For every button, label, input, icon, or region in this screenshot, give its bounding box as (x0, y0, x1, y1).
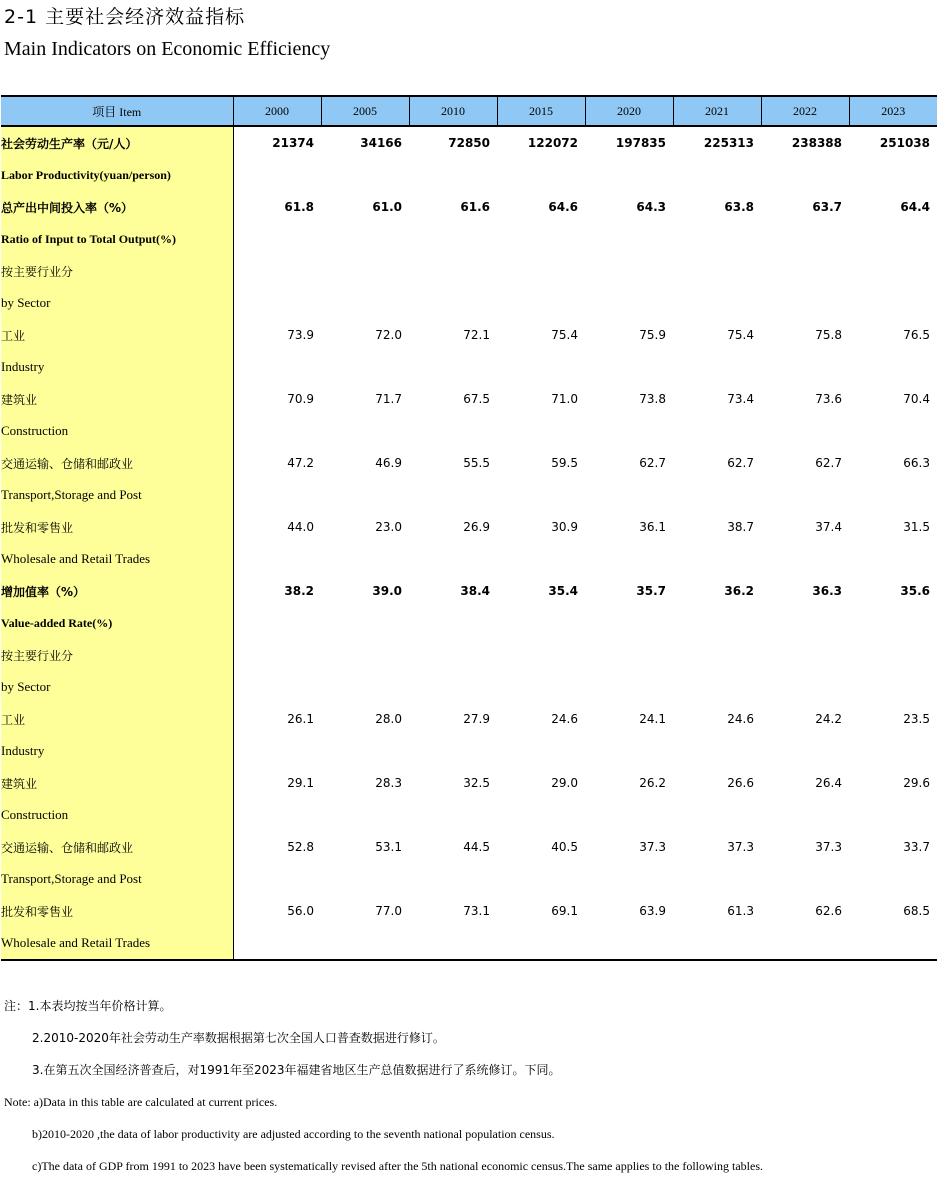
header-year: 2000 (233, 96, 321, 126)
row-value: 75.9 (639, 328, 666, 342)
row-value (321, 799, 409, 831)
row-value (585, 735, 673, 767)
row-value (849, 927, 937, 960)
row-value (849, 671, 937, 703)
row-label: 工业 (1, 319, 233, 351)
row-value (497, 927, 585, 960)
row-value (849, 543, 937, 575)
row-value: 24.6 (727, 712, 754, 726)
table-row (1, 703, 937, 735)
row-value: 122072 (527, 136, 578, 150)
row-value (233, 255, 321, 287)
row-value: 36.3 (812, 584, 842, 598)
row-value: 68.5 (903, 904, 930, 918)
row-value: 61.3 (727, 904, 754, 918)
row-value: 39.0 (372, 584, 402, 598)
row-value (233, 799, 321, 831)
row-value (849, 255, 937, 287)
row-value: 62.7 (639, 456, 666, 470)
row-label: Labor Productivity(yuan/person) (1, 159, 233, 191)
row-value: 28.0 (375, 712, 402, 726)
row-value (673, 863, 761, 895)
row-value (497, 735, 585, 767)
row-value: 26.2 (639, 776, 666, 790)
table-row (1, 735, 937, 767)
footnote-line: b)2010-2020 ,the data of labor productivity are adjusted according to the seventh national population census. (32, 1127, 555, 1141)
header-year: 2010 (409, 96, 497, 126)
row-value (849, 863, 937, 895)
row-value (409, 479, 497, 511)
row-value (673, 223, 761, 255)
row-value (409, 735, 497, 767)
row-label: Construction (1, 415, 233, 447)
row-value: 37.4 (815, 520, 842, 534)
table-row (1, 639, 937, 671)
row-value: 23.5 (903, 712, 930, 726)
row-value: 63.8 (724, 200, 754, 214)
row-value (321, 255, 409, 287)
row-value (233, 415, 321, 447)
row-value: 53.1 (375, 840, 402, 854)
row-value (849, 479, 937, 511)
row-value: 21374 (272, 136, 314, 150)
header-year: 2021 (673, 96, 761, 126)
page-title-cn: 2-1 主要社会经济效益指标 (4, 6, 246, 28)
row-value: 71.0 (551, 392, 578, 406)
row-value (321, 351, 409, 383)
row-label: 社会劳动生产率（元/人） (1, 126, 233, 159)
row-value (585, 287, 673, 319)
row-value: 52.8 (287, 840, 314, 854)
row-value (497, 863, 585, 895)
table-row (1, 863, 937, 895)
row-value (497, 543, 585, 575)
row-value (761, 479, 849, 511)
row-value (849, 415, 937, 447)
row-value (673, 927, 761, 960)
row-value: 64.4 (900, 200, 930, 214)
row-value: 225313 (703, 136, 754, 150)
row-label: 建筑业 (1, 767, 233, 799)
row-label: 建筑业 (1, 383, 233, 415)
header-item: 项目 Item (1, 96, 233, 126)
row-value: 63.7 (812, 200, 842, 214)
row-value (849, 639, 937, 671)
table-row (1, 831, 937, 863)
row-value: 251038 (879, 136, 930, 150)
row-value: 63.9 (639, 904, 666, 918)
row-value: 238388 (791, 136, 842, 150)
row-value (849, 607, 937, 639)
row-value: 29.1 (287, 776, 314, 790)
row-value (409, 255, 497, 287)
row-value (761, 863, 849, 895)
table-row (1, 927, 937, 960)
row-value (321, 927, 409, 960)
row-value: 37.3 (815, 840, 842, 854)
row-value: 46.9 (375, 456, 402, 470)
row-value: 31.5 (903, 520, 930, 534)
row-value: 23.0 (375, 520, 402, 534)
row-value (585, 607, 673, 639)
row-label: by Sector (1, 671, 233, 703)
row-value: 24.6 (551, 712, 578, 726)
row-value: 26.6 (727, 776, 754, 790)
row-value (585, 479, 673, 511)
row-label: 交通运输、仓储和邮政业 (1, 831, 233, 863)
row-value (585, 415, 673, 447)
row-value: 36.1 (639, 520, 666, 534)
row-label: 交通运输、仓储和邮政业 (1, 447, 233, 479)
row-value: 61.6 (460, 200, 490, 214)
header-year: 2023 (849, 96, 937, 126)
table-row (1, 351, 937, 383)
row-value: 66.3 (903, 456, 930, 470)
row-value (673, 351, 761, 383)
table-row (1, 767, 937, 799)
row-value: 29.0 (551, 776, 578, 790)
row-value: 70.9 (287, 392, 314, 406)
row-value (673, 255, 761, 287)
row-value (761, 287, 849, 319)
row-value: 62.6 (815, 904, 842, 918)
row-value (233, 479, 321, 511)
table-row (1, 895, 937, 927)
row-label: Wholesale and Retail Trades (1, 543, 233, 575)
row-value (585, 799, 673, 831)
row-value (321, 671, 409, 703)
row-label: 增加值率（%） (1, 575, 233, 607)
row-label: Industry (1, 351, 233, 383)
row-value (585, 671, 673, 703)
table-row (1, 287, 937, 319)
table-row (1, 159, 937, 191)
row-value (233, 639, 321, 671)
table-row (1, 319, 937, 351)
row-value (233, 671, 321, 703)
row-value (409, 415, 497, 447)
row-value: 75.4 (727, 328, 754, 342)
row-value (673, 287, 761, 319)
row-value: 69.1 (551, 904, 578, 918)
row-value: 24.1 (639, 712, 666, 726)
row-value (849, 287, 937, 319)
footnote-line: 2.2010-2020年社会劳动生产率数据根据第七次全国人口普查数据进行修订。 (32, 1031, 445, 1045)
indicator-table (1, 95, 937, 961)
row-label: 按主要行业分 (1, 255, 233, 287)
row-label: 工业 (1, 703, 233, 735)
row-value (321, 863, 409, 895)
row-value (673, 159, 761, 191)
row-value (761, 927, 849, 960)
row-value: 72.0 (375, 328, 402, 342)
table-row (1, 191, 937, 223)
row-value: 62.7 (727, 456, 754, 470)
row-value (585, 927, 673, 960)
footnote-line: Note: a)Data in this table are calculated at current prices. (4, 1095, 278, 1109)
row-value: 32.5 (463, 776, 490, 790)
row-value (673, 671, 761, 703)
table-row (1, 126, 937, 159)
row-label: 批发和零售业 (1, 895, 233, 927)
row-value (497, 351, 585, 383)
footnote-line: c)The data of GDP from 1991 to 2023 have been systematically revised after the 5th national economic census.The same applies to the following tables. (32, 1159, 764, 1173)
row-value (497, 671, 585, 703)
row-value: 34166 (360, 136, 402, 150)
row-value: 61.0 (372, 200, 402, 214)
row-value (761, 255, 849, 287)
row-value: 44.5 (463, 840, 490, 854)
row-value: 24.2 (815, 712, 842, 726)
table-header-row (1, 96, 937, 126)
row-value (585, 159, 673, 191)
row-value (321, 543, 409, 575)
row-value: 75.4 (551, 328, 578, 342)
row-value (673, 799, 761, 831)
row-label: 总产出中间投入率（%） (1, 191, 233, 223)
row-value (233, 607, 321, 639)
row-value (585, 351, 673, 383)
row-value (849, 799, 937, 831)
row-value (849, 223, 937, 255)
row-value (673, 479, 761, 511)
row-value (497, 607, 585, 639)
row-value: 59.5 (551, 456, 578, 470)
row-value: 35.6 (900, 584, 930, 598)
row-value (321, 639, 409, 671)
table-row (1, 671, 937, 703)
row-value: 71.7 (375, 392, 402, 406)
row-value (849, 159, 937, 191)
row-value (761, 415, 849, 447)
row-value: 73.8 (639, 392, 666, 406)
row-value (409, 799, 497, 831)
row-value (321, 159, 409, 191)
table-row (1, 415, 937, 447)
row-value: 70.4 (903, 392, 930, 406)
row-value (497, 799, 585, 831)
row-value (409, 639, 497, 671)
row-value (497, 223, 585, 255)
row-value (233, 159, 321, 191)
table-row (1, 575, 937, 607)
row-label: Transport,Storage and Post (1, 479, 233, 511)
row-value (497, 255, 585, 287)
row-value (673, 639, 761, 671)
row-value: 35.4 (548, 584, 578, 598)
row-value: 44.0 (287, 520, 314, 534)
row-value (321, 287, 409, 319)
row-value (673, 735, 761, 767)
table-row (1, 607, 937, 639)
footnotes (4, 990, 934, 1182)
row-value (409, 863, 497, 895)
table-row (1, 223, 937, 255)
row-value (321, 607, 409, 639)
row-value: 73.1 (463, 904, 490, 918)
row-value: 26.1 (287, 712, 314, 726)
row-value (849, 351, 937, 383)
row-value: 37.3 (639, 840, 666, 854)
row-value: 67.5 (463, 392, 490, 406)
row-value: 35.7 (636, 584, 666, 598)
row-value (585, 639, 673, 671)
row-value: 38.4 (460, 584, 490, 598)
row-value: 64.6 (548, 200, 578, 214)
row-value (233, 287, 321, 319)
row-value (497, 287, 585, 319)
row-label: Ratio of Input to Total Output(%) (1, 223, 233, 255)
row-value (497, 479, 585, 511)
row-value: 38.2 (284, 584, 314, 598)
row-value (409, 671, 497, 703)
row-value (233, 223, 321, 255)
row-label: 按主要行业分 (1, 639, 233, 671)
row-value (761, 223, 849, 255)
row-value (409, 351, 497, 383)
table-row (1, 255, 937, 287)
row-value (761, 351, 849, 383)
row-value (409, 607, 497, 639)
row-value (761, 159, 849, 191)
row-label: Wholesale and Retail Trades (1, 927, 233, 960)
row-value (321, 479, 409, 511)
row-value (233, 351, 321, 383)
row-value (673, 415, 761, 447)
row-value: 40.5 (551, 840, 578, 854)
header-year: 2022 (761, 96, 849, 126)
row-value (761, 799, 849, 831)
row-value (761, 543, 849, 575)
table-row (1, 799, 937, 831)
row-value: 29.6 (903, 776, 930, 790)
row-value: 56.0 (287, 904, 314, 918)
footnote-line: 注：1.本表均按当年价格计算。 (4, 999, 172, 1013)
row-value: 72850 (448, 136, 490, 150)
row-value (409, 927, 497, 960)
row-value: 197835 (615, 136, 666, 150)
row-value (761, 671, 849, 703)
header-year: 2015 (497, 96, 585, 126)
row-value (409, 287, 497, 319)
row-value: 77.0 (375, 904, 402, 918)
row-value: 73.6 (815, 392, 842, 406)
row-value: 38.7 (727, 520, 754, 534)
row-value (673, 607, 761, 639)
row-value (849, 735, 937, 767)
row-label: Transport,Storage and Post (1, 863, 233, 895)
row-value: 73.4 (727, 392, 754, 406)
row-value (585, 863, 673, 895)
row-label: Industry (1, 735, 233, 767)
row-value (233, 863, 321, 895)
row-value (497, 159, 585, 191)
row-value: 36.2 (724, 584, 754, 598)
table-row (1, 479, 937, 511)
row-value (233, 543, 321, 575)
row-value: 76.5 (903, 328, 930, 342)
row-value (761, 607, 849, 639)
row-value: 72.1 (463, 328, 490, 342)
row-value (585, 255, 673, 287)
row-value (233, 927, 321, 960)
row-value: 62.7 (815, 456, 842, 470)
row-value: 73.9 (287, 328, 314, 342)
row-value (673, 543, 761, 575)
row-value: 30.9 (551, 520, 578, 534)
table-body (1, 126, 937, 960)
row-value: 26.4 (815, 776, 842, 790)
row-value (761, 639, 849, 671)
table-row (1, 383, 937, 415)
row-value (497, 639, 585, 671)
row-value (321, 415, 409, 447)
row-value (761, 735, 849, 767)
row-label: Construction (1, 799, 233, 831)
footnote-line: 3.在第五次全国经济普查后，对1991年至2023年福建省地区生产总值数据进行了系统修订。下同。 (32, 1063, 561, 1077)
row-value: 61.8 (284, 200, 314, 214)
row-value: 47.2 (287, 456, 314, 470)
row-label: 批发和零售业 (1, 511, 233, 543)
row-label: by Sector (1, 287, 233, 319)
row-value (409, 223, 497, 255)
row-value (585, 223, 673, 255)
row-value: 75.8 (815, 328, 842, 342)
row-value (497, 415, 585, 447)
row-value (409, 543, 497, 575)
row-value (321, 223, 409, 255)
row-value (233, 735, 321, 767)
table-row (1, 447, 937, 479)
header-year: 2005 (321, 96, 409, 126)
row-value: 55.5 (463, 456, 490, 470)
page-title-en: Main Indicators on Economic Efficiency (4, 38, 331, 60)
row-value: 27.9 (463, 712, 490, 726)
row-value: 64.3 (636, 200, 666, 214)
header-year: 2020 (585, 96, 673, 126)
table-row (1, 543, 937, 575)
row-value (321, 735, 409, 767)
row-value: 28.3 (375, 776, 402, 790)
table-row (1, 511, 937, 543)
row-value (409, 159, 497, 191)
row-value: 33.7 (903, 840, 930, 854)
row-value (585, 543, 673, 575)
row-value: 37.3 (727, 840, 754, 854)
row-value: 26.9 (463, 520, 490, 534)
row-label: Value-added Rate(%) (1, 607, 233, 639)
